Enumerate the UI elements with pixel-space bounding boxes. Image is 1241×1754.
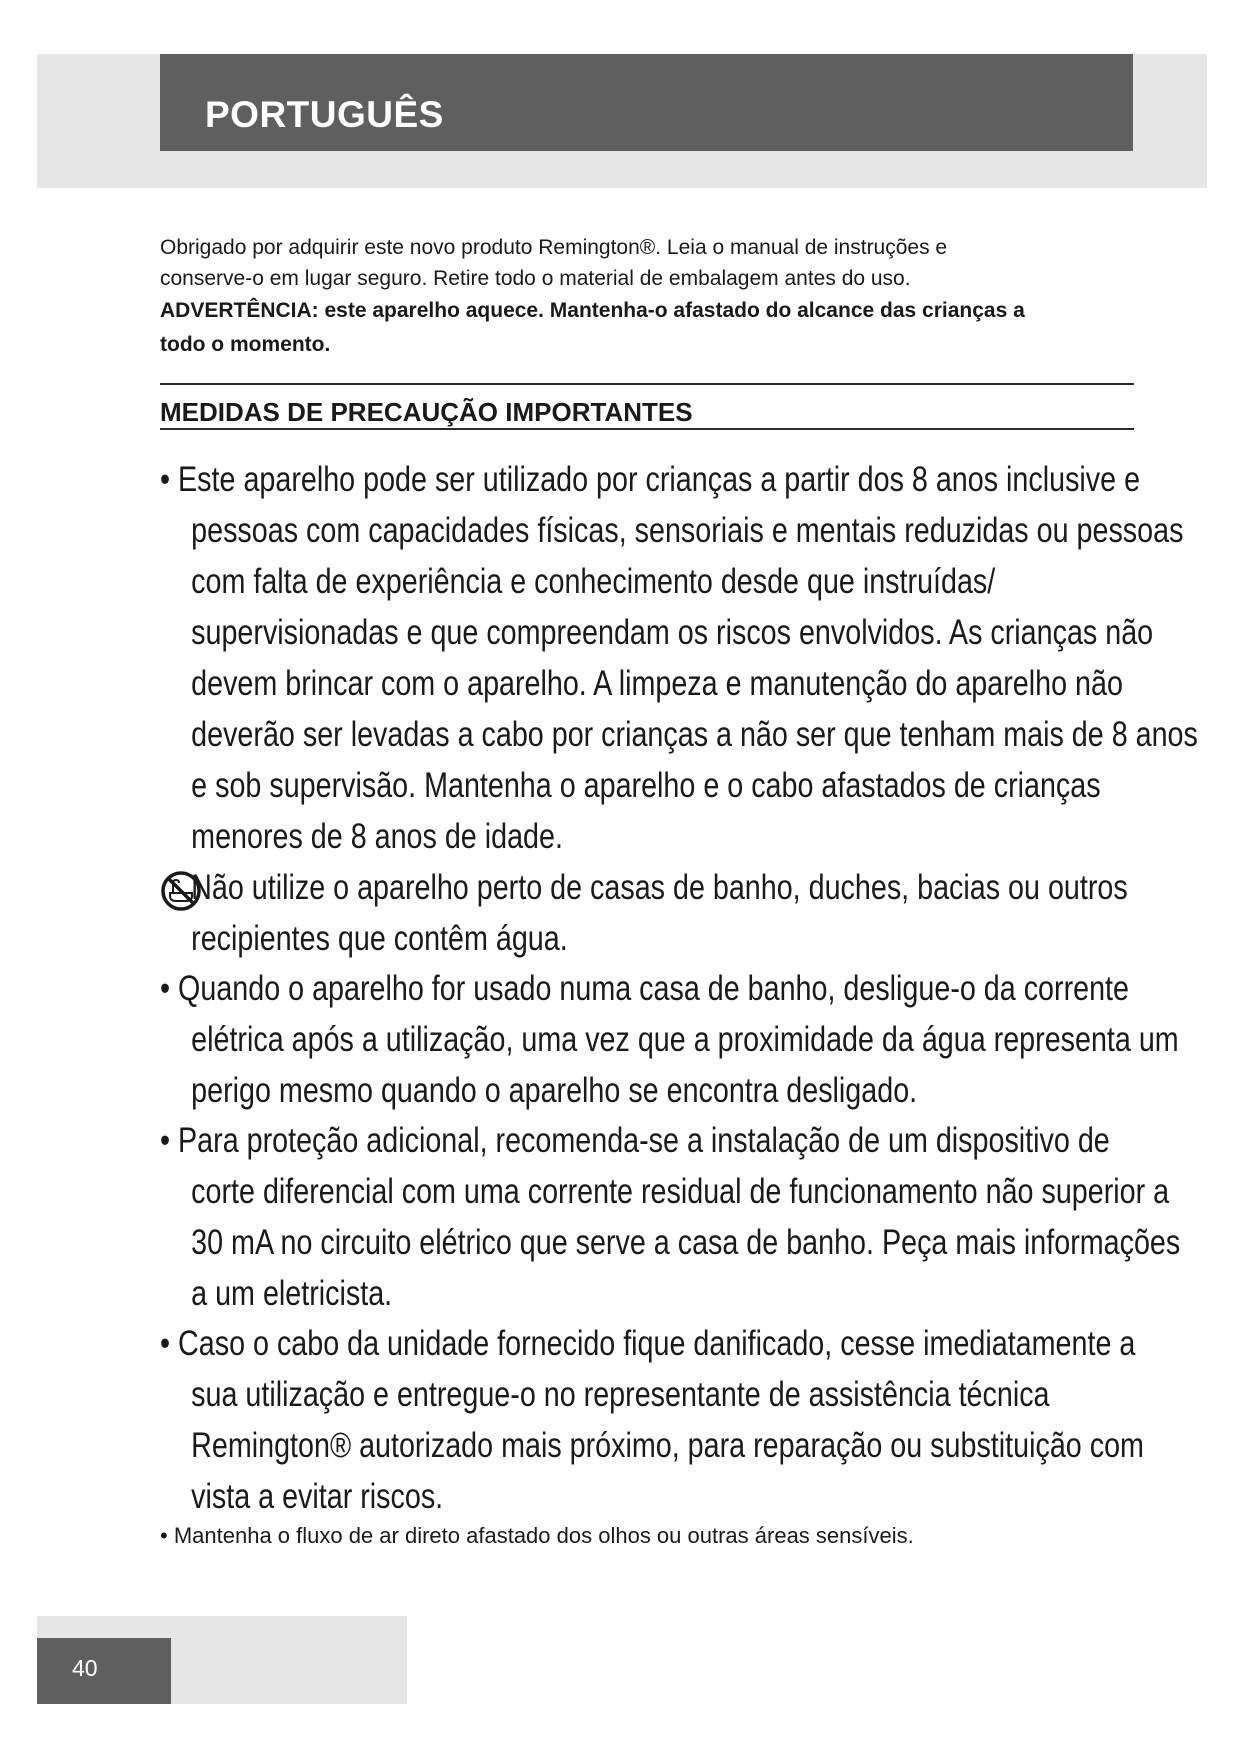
item-line: a um eletricista. (191, 1274, 393, 1313)
warning-line: ADVERTÊNCIA: este aparelho aquece. Mantenha-o afastado do alcance das crianças a (160, 299, 1025, 322)
item-line: perigo mesmo quando o aparelho se encontra desligado. (191, 1071, 918, 1110)
precaution-item (160, 1523, 914, 1549)
section-heading: MEDIDAS DE PRECAUÇÃO IMPORTANTES (160, 397, 693, 427)
item-line: supervisionadas e que compreendam os riscos envolvidos. As crianças não (191, 613, 1154, 652)
item-line: elétrica após a utilização, uma vez que a proximidade da água representa um (191, 1020, 1179, 1059)
item-line: com falta de experiência e conhecimento desde que instruídas/ (191, 562, 996, 601)
bullet: • (160, 969, 171, 1008)
precaution-item (160, 862, 1128, 964)
item-line: sua utilização e entregue-o no representante de assistência técnica (191, 1375, 1050, 1414)
item-line: Caso o cabo da unidade fornecido fique danificado, cesse imediatamente a (178, 1324, 1136, 1363)
item-line: Remington® autorizado mais próximo, para reparação ou substituição com (191, 1426, 1144, 1465)
item-line: recipientes que contêm água. (191, 919, 568, 958)
item-line: devem brincar com o aparelho. A limpeza e manutenção do aparelho não (191, 664, 1123, 703)
section-bottom-rule (160, 428, 1134, 430)
page-title: PORTUGUÊS (205, 94, 444, 135)
precaution-item (160, 1115, 1181, 1319)
item-line: Mantenha o fluxo de ar direto afastado dos olhos ou outras áreas sensíveis. (173, 1523, 914, 1548)
bullet: • (160, 1324, 171, 1363)
item-line: pessoas com capacidades físicas, sensoriais e mentais reduzidas ou pessoas (191, 511, 1184, 550)
intro-block (160, 232, 1100, 362)
page-number: 40 (72, 1655, 98, 1681)
bullet: • (160, 1523, 168, 1548)
bullet: • (160, 1121, 171, 1160)
item-line: Este aparelho pode ser utilizado por crianças a partir dos 8 anos inclusive e (178, 460, 1141, 499)
item-line: Não utilize o aparelho perto de casas de banho, duches, bacias ou outros (191, 868, 1128, 907)
item-line: Quando o aparelho for usado numa casa de banho, desligue-o da corrente (178, 969, 1129, 1008)
intro-line: conserve-o em lugar seguro. Retire todo o material de embalagem antes do uso. (160, 267, 911, 290)
item-line: Para proteção adicional, recomenda-se a instalação de um dispositivo de (178, 1121, 1110, 1160)
item-line: 30 mA no circuito elétrico que serve a casa de banho. Peça mais informações (191, 1223, 1181, 1262)
intro-line: Obrigado por adquirir este novo produto Remington®. Leia o manual de instruções e (160, 236, 948, 259)
warning-line: todo o momento. (160, 333, 331, 356)
section-top-rule (160, 383, 1134, 385)
precaution-item (160, 1318, 1144, 1522)
item-line: menores de 8 anos de idade. (191, 817, 563, 856)
item-line: vista a evitar riscos. (191, 1477, 444, 1516)
precaution-item (160, 454, 1198, 862)
item-line: deverão ser levadas a cabo por crianças a não ser que tenham mais de 8 anos (191, 715, 1198, 754)
bullet: • (160, 460, 171, 499)
precaution-item (160, 963, 1179, 1116)
footer-tab (37, 1638, 171, 1704)
item-line: corte diferencial com uma corrente residual de funcionamento não superior a (191, 1172, 1170, 1211)
item-line: e sob supervisão. Mantenha o aparelho e o cabo afastados de crianças (191, 766, 1101, 805)
